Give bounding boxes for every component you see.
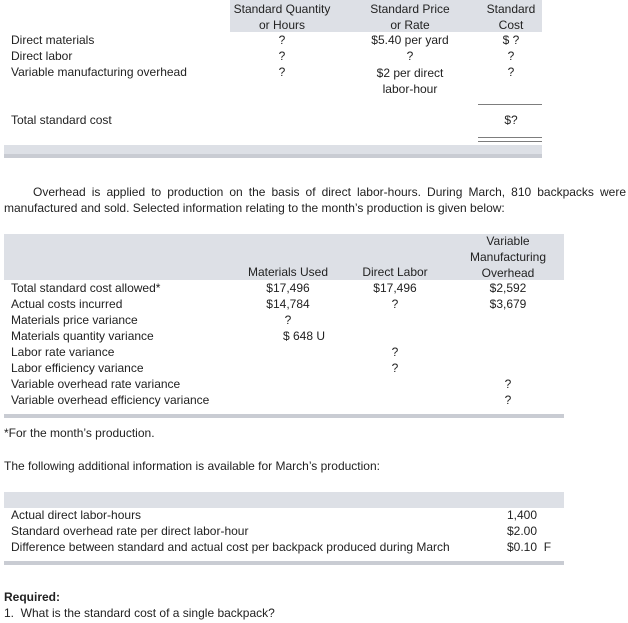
variable-overhead-qty: ? bbox=[278, 65, 286, 79]
direct-materials-qty: ? bbox=[278, 33, 286, 47]
materials-total-standard-cost-allowed: $17,496 bbox=[266, 281, 310, 295]
additional-info-paragraph: The following additional information is available for March’s production: bbox=[4, 459, 380, 473]
row-label-materials-price-variance: Materials price variance bbox=[11, 313, 138, 327]
cost-difference-per-backpack-value: $0.10 F bbox=[507, 540, 552, 554]
row-label-variable-overhead-rate-variance: Variable overhead rate variance bbox=[11, 377, 181, 391]
header-standard-price: Standard Price or Rate bbox=[370, 2, 450, 32]
total-standard-cost-value: $? bbox=[504, 113, 518, 127]
header-direct-labor: Direct Labor bbox=[362, 265, 428, 279]
materials-price-variance-value: ? bbox=[284, 313, 292, 327]
direct-labor-qty: ? bbox=[278, 49, 286, 63]
footnote: *For the month’s production. bbox=[4, 426, 155, 440]
total-double-rule-2 bbox=[478, 141, 542, 142]
row-label-actual-direct-labor-hours: Actual direct labor-hours bbox=[11, 508, 142, 522]
direct-materials-cost: $ ? bbox=[502, 33, 520, 47]
materials-quantity-variance-value: $ 648 U bbox=[282, 329, 326, 343]
overhead-actual-costs-incurred: $3,679 bbox=[489, 297, 527, 311]
direct-labor-cost: ? bbox=[507, 49, 515, 63]
standard-overhead-rate-value: $2.00 bbox=[507, 524, 538, 538]
overhead-rate-variance-value: ? bbox=[504, 377, 512, 391]
row-label-direct-materials: Direct materials bbox=[11, 33, 95, 47]
row-label-total-standard-cost-allowed: Total standard cost allowed* bbox=[11, 281, 161, 295]
labor-rate-variance-value: ? bbox=[391, 345, 399, 359]
row-label-cost-difference-per-backpack: Difference between standard and actual cost per backpack produced during March bbox=[11, 540, 450, 554]
row-label-standard-overhead-rate: Standard overhead rate per direct labor-hour bbox=[11, 524, 249, 538]
header-variable-overhead: Variable Manufacturing Overhead bbox=[469, 234, 547, 280]
question-1: 1. What is the standard cost of a single backpack? bbox=[4, 606, 275, 620]
variable-overhead-price: $2 per direct labor-hour bbox=[376, 66, 444, 96]
actual-direct-labor-hours-value: 1,400 bbox=[507, 508, 538, 522]
labor-actual-costs-incurred: ? bbox=[391, 297, 399, 311]
header-standard-cost: Standard Cost bbox=[486, 2, 536, 32]
table1-bottom-bar bbox=[4, 154, 542, 158]
table2-bottom-bar bbox=[4, 414, 564, 418]
total-top-rule bbox=[478, 104, 542, 105]
required-heading: Required: bbox=[4, 590, 61, 604]
table1-footer-shade bbox=[4, 145, 542, 154]
labor-total-standard-cost-allowed: $17,496 bbox=[373, 281, 417, 295]
total-double-rule-1 bbox=[478, 137, 542, 138]
row-label-labor-efficiency-variance: Labor efficiency variance bbox=[11, 361, 144, 375]
variable-overhead-cost: ? bbox=[507, 65, 515, 79]
row-label-actual-costs-incurred: Actual costs incurred bbox=[11, 297, 123, 311]
row-label-total-standard-cost: Total standard cost bbox=[11, 113, 112, 127]
row-label-labor-rate-variance: Labor rate variance bbox=[11, 345, 115, 359]
overhead-efficiency-variance-value: ? bbox=[504, 393, 512, 407]
overhead-total-standard-cost-allowed: $2,592 bbox=[489, 281, 527, 295]
row-label-materials-quantity-variance: Materials quantity variance bbox=[11, 329, 154, 343]
direct-labor-price: ? bbox=[406, 49, 414, 63]
row-label-direct-labor: Direct labor bbox=[11, 49, 73, 63]
header-standard-quantity: Standard Quantity or Hours bbox=[233, 2, 331, 32]
row-label-variable-overhead: Variable manufacturing overhead bbox=[11, 65, 187, 79]
header-materials-used: Materials Used bbox=[247, 265, 329, 279]
direct-materials-price: $5.40 per yard bbox=[371, 33, 449, 47]
table3-bottom-bar bbox=[4, 561, 564, 565]
row-label-variable-overhead-efficiency-variance: Variable overhead efficiency variance bbox=[11, 393, 210, 407]
labor-efficiency-variance-value: ? bbox=[391, 361, 399, 375]
materials-actual-costs-incurred: $14,784 bbox=[266, 297, 310, 311]
intro-paragraph: Overhead is applied to production on the basis of direct labor-hours. During March, 810 backpacks were manufactured and sold. Selected information relating to the month’s production is given below: bbox=[4, 185, 626, 215]
table3-header-shade bbox=[4, 492, 564, 508]
